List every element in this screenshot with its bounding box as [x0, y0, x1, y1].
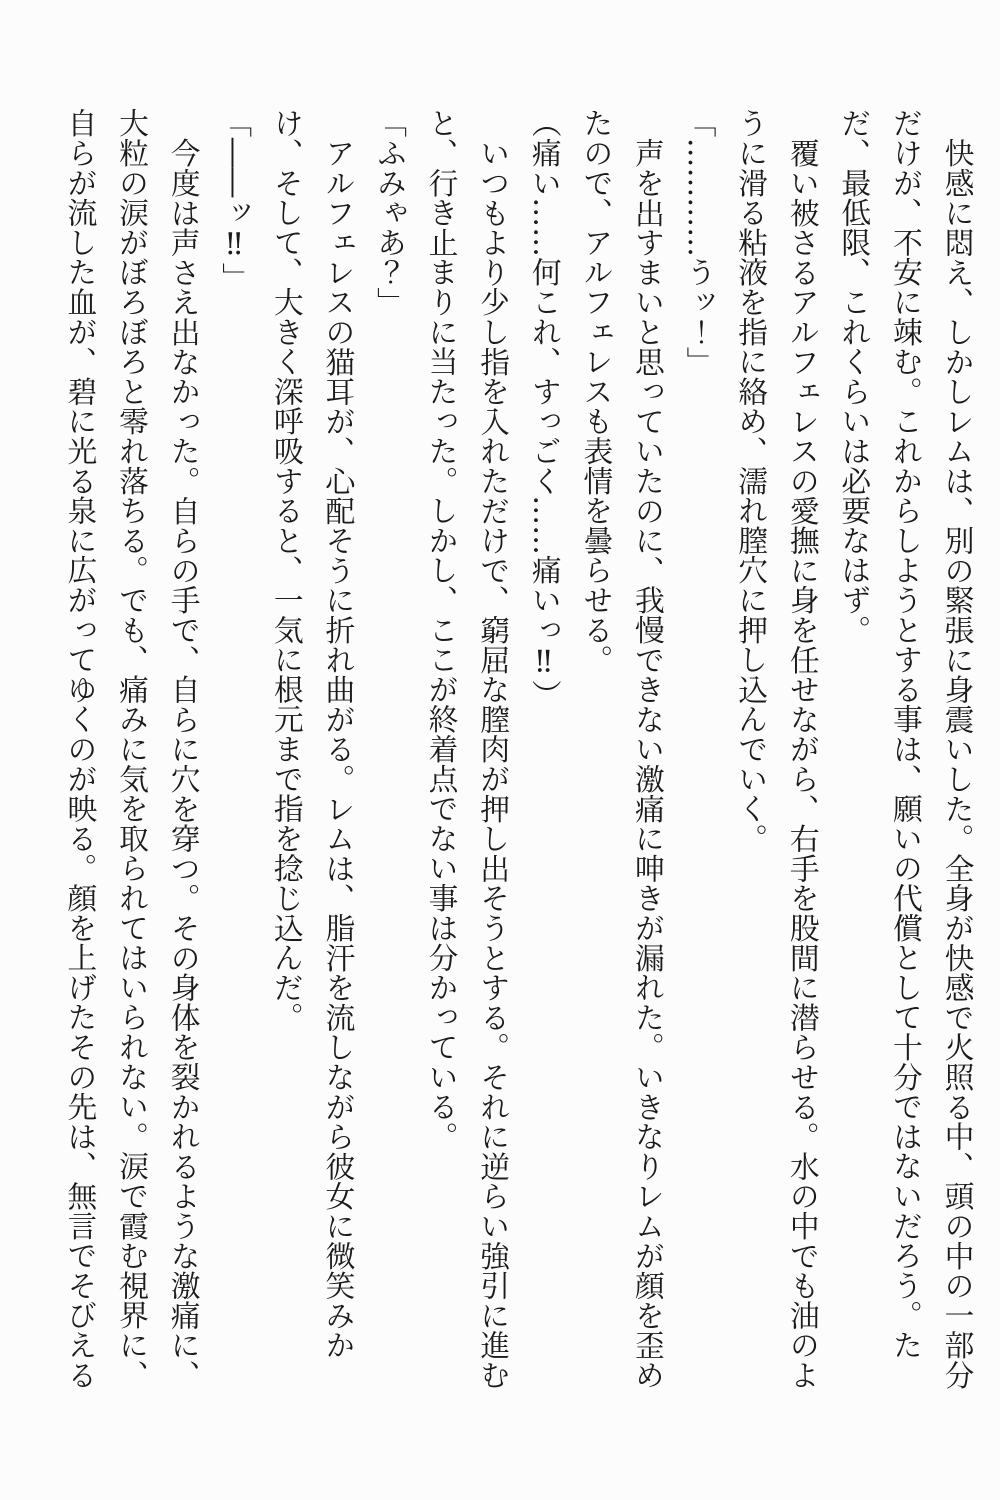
- dialogue-line: 「…………うッ！」: [681, 108, 717, 377]
- vertical-text-block: [53, 108, 982, 1392]
- narrative-paragraph: アルフェレスの猫耳が、心配そうに折れ曲がる。レムは、脂汗を流しながら彼女に微笑みかけ、そして、大きく深呼吸すると、一気に根元まで指を捻じ込んだ。: [268, 108, 355, 1360]
- thought-line: （痛い……何これ、すっごく……痛いっ‼）: [526, 108, 562, 710]
- narrative-paragraph: 覆い被さるアルフェレスの愛撫に身を任せながら、右手を股間に潜らせる。水の中でも油のように滑る粘液を指に絡め、濡れ膣穴に押し込んでいく。: [732, 108, 820, 1390]
- narrative-paragraph: 今度は声さえ出なかった。自らの手で、自らに穴を穿つ。その身体を裂かれるような激痛に、大粒の涙がぼろぼろと零れ落ちる。でも、痛みに気を取られてはいられない。涙で霞む視界に、自らが流した血が、碧に光る泉に広がってゆくのが映る。顔を上げたその先は、無言でそびえる: [61, 108, 201, 1390]
- narrative-paragraph: 声を出すまいと思っていたのに、我慢できない激痛に呻きが漏れた。いきなりレムが顔を歪めたので、アルフェレスも表情を曇らせる。: [577, 108, 665, 1390]
- dialogue-line: 「ふみゃあ？」: [371, 108, 407, 317]
- narrative-paragraph: いつもより少し指を入れただけで、窮屈な膣肉が押し出そうとする。それに逆らい強引に進むと、行き止まりに当たった。しかし、ここが終着点でない事は分かっている。: [423, 108, 510, 1390]
- narrative-paragraph: 快感に悶え、しかしレムは、別の緊張に身震いした。全身が快感で火照る中、頭の中の一部分だけが、不安に竦む。これからしようとする事は、願いの代償として十分ではないだろう。ただ、最低限、これくらいは必要なはず。: [835, 108, 974, 1390]
- dialogue-line: 「――ッ‼」: [216, 108, 252, 292]
